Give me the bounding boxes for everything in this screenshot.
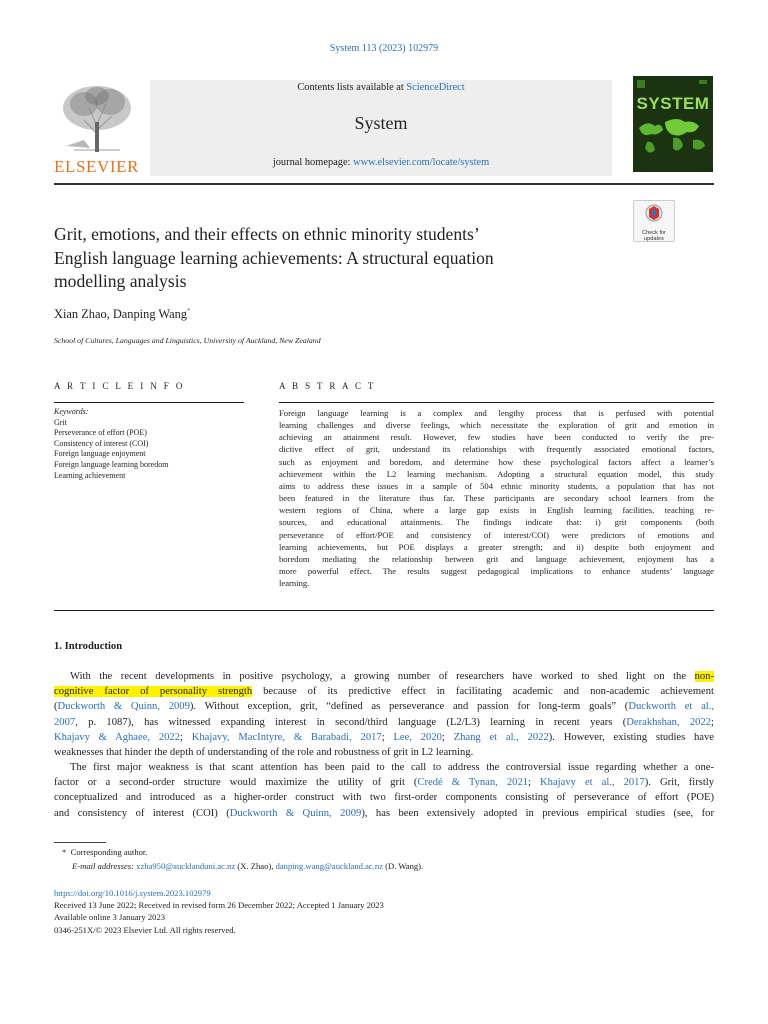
email-link[interactable]: xzha950@aucklanduni.ac.nz (136, 861, 236, 871)
text-line (54, 699, 714, 714)
abstract-line: aims to address these issues in a sample of 504 ethnic minority students, a population that has not (279, 480, 714, 491)
keywords-label: Keywords: (54, 407, 89, 416)
sciencedirect-link[interactable]: ScienceDirect (406, 82, 465, 93)
email-link[interactable]: danping.wang@auckland.ac.nz (275, 861, 383, 871)
citation-link[interactable]: Derakhshan, 2022 (626, 716, 712, 728)
text-line (54, 806, 714, 821)
abstract-line: achieving an attainment result. However, few studies have been conducted to verify the pre- (279, 432, 714, 443)
doi-link[interactable]: https://doi.org/10.1016/j.system.2023.102979 (54, 888, 211, 898)
email-owner: (D. Wang). (382, 861, 424, 871)
text-span: , p. 1087), has witnessed expanding interest in second/third language (L2/L3) learning in recent years ( (75, 716, 627, 728)
available-online: Available online 3 January 2023 (54, 912, 166, 923)
article-info-rule (54, 402, 244, 403)
citation-link[interactable]: Duckworth et al., (628, 701, 715, 713)
text-line: factor or a second-order structure would maximize the utility of grit (Credé & Tynan, 2021; Khajavy et al., 2017). Grit, firstly (54, 777, 715, 789)
citation-link[interactable]: Duckworth & Quinn, 2009 (57, 701, 190, 713)
cover-title: SYSTEM (636, 94, 710, 113)
abstract-line: more powerful effect. The results suggest pedagogical implications to enhance students’ language (279, 566, 714, 577)
contents-line (150, 82, 612, 93)
text-line (54, 669, 714, 684)
article-info-heading: A R T I C L E I N F O (54, 381, 185, 391)
text-span: ; (711, 716, 714, 728)
citation-link[interactable]: Khajavy & Aghaee, 2022 (54, 731, 181, 743)
keywords-block (54, 407, 244, 481)
footnotes (62, 846, 423, 872)
citation-link[interactable]: Khajavy et al., 2017 (540, 777, 645, 789)
email-owner: (X. Zhao), (235, 861, 276, 871)
cover-image (633, 76, 713, 172)
text-span: ). However, existing studies have (548, 731, 715, 743)
contents-prefix: Contents lists available at (297, 82, 404, 93)
journal-citation[interactable]: System 113 (2023) 102979 (329, 43, 439, 54)
copyright: 0346-251X/© 2023 Elsevier Ltd. All rights reserved. (54, 924, 236, 935)
section-heading-introduction: 1. Introduction (54, 641, 123, 652)
abstract-line: learning. (279, 578, 310, 589)
abstract-rule (279, 402, 714, 403)
abstract-line: learning challenges and diverse feelings, which necessitate the exploration of grit and emotion in (279, 420, 714, 431)
abstract-line: perseverance of effort/POE and consistency of interest/COI) were predictors of emotions and (279, 529, 714, 540)
keyword-item: Consistency of interest (COI) (54, 438, 149, 448)
corresponding-mark[interactable]: * (186, 307, 191, 315)
affiliation: School of Cultures, Languages and Linguistics, University of Auckland, New Zealand (54, 336, 321, 345)
header-rule (54, 183, 714, 185)
email-note (72, 860, 423, 872)
text-line: Khajavy & Aghaee, 2022; Khajavy, MacIntyre, & Barabadi, 2017; Lee, 2020; Zhang et al., 2022). However, existing studies have (54, 731, 715, 743)
journal-name: System (354, 113, 408, 133)
highlighted-text: non- (694, 671, 714, 682)
title-line-3: modelling analysis (54, 271, 187, 291)
text-span: factor or a second-order structure would maximize the utility of grit ( (54, 777, 418, 789)
article-footer (54, 887, 384, 936)
text-line: weaknesses that hinder the depth of understanding of the role and robustness of grit in L2 learning. (54, 747, 474, 759)
citation-link[interactable]: Zhang et al., 2022 (453, 731, 549, 743)
footnote-rule (54, 842, 106, 843)
abstract-bottom-rule (54, 610, 714, 611)
keyword-item: Grit (54, 417, 67, 427)
abstract-line: boredom mediating the relationship between grit and language achievement, enjoyment has a (279, 553, 714, 564)
check-updates-line2: updates (644, 236, 664, 243)
abstract-line: dictive effect of grit, understand its relationships with frequently associated emotional factors, (279, 444, 714, 455)
author-names: Xian Zhao, Danping Wang (54, 307, 187, 322)
keyword-item: Perseverance of effort (POE) (54, 428, 147, 438)
check-updates-line1: Check for (642, 230, 666, 236)
title-line-1: Grit, emotions, and their effects on ethnic minority students’ (54, 224, 480, 244)
text-span: ( (54, 701, 58, 713)
elsevier-logo (54, 82, 140, 174)
text-span: and consistency of interest (COI) ( (54, 807, 230, 819)
elsevier-tree-icon (54, 82, 140, 154)
title-line-2: English language learning achievements: A structural equation (54, 247, 494, 268)
elsevier-wordmark: ELSEVIER (54, 157, 140, 176)
article-title (54, 223, 624, 294)
text-line: conceptualized and introduced as a higher-order construct with two first-order components consisting of perseverance of effort (POE) (54, 792, 714, 804)
abstract-line: achievement within the L2 learning mechanism. Adopting a structural equation model, this study (279, 468, 714, 479)
journal-cover[interactable] (633, 76, 713, 172)
authors (54, 307, 190, 322)
text-span: ). Grit, firstly (644, 777, 715, 789)
keyword-item: Foreign language enjoyment (54, 449, 146, 459)
text-line: The first major weakness is that scant attention has been paid to the call to address the controversial issue regarding whether a one- (70, 762, 714, 773)
abstract-line: Foreign language learning is a complex and lengthy process that is perfused with potential (279, 408, 714, 418)
citation-link[interactable]: Lee, 2020 (393, 731, 442, 743)
text-line (54, 715, 714, 730)
keyword-item: Foreign language learning boredom (54, 459, 169, 469)
intro-paragraph-2 (54, 760, 714, 821)
abstract-line: been featured in the literature thus far. These participants are secondary school learners from the (279, 493, 714, 504)
homepage-prefix: journal homepage: (272, 157, 351, 168)
footnote-text: Corresponding author. (70, 847, 148, 857)
abstract-line: sources, and educational attainments. The findings indicate that: i) grit components (both (279, 517, 714, 528)
footnote-mark: * (62, 847, 67, 857)
check-for-updates-badge[interactable] (633, 200, 675, 242)
text-line (54, 684, 714, 699)
text-span: ). Without exception, grit, “defined as perseverance and passion for long-term goals” ( (189, 701, 629, 713)
citation-link[interactable]: Duckworth & Quinn, 2009 (229, 807, 362, 819)
text-span: because of its predictive effect in facilitating academic and non-academic achievement (252, 686, 715, 698)
crossmark-icon (634, 201, 674, 225)
homepage-link[interactable]: www.elsevier.com/locate/system (353, 157, 490, 168)
corresponding-author-note (62, 846, 423, 858)
text-span: With the recent developments in positive psychology, a growing number of researchers have worked to shed light on the (70, 671, 687, 682)
email-label: E-mail addresses: (72, 861, 134, 871)
abstract-body (279, 407, 714, 589)
text-span: ), has been extensively adopted in previous empirical studies (see, for (361, 807, 714, 819)
keyword-item: Learning achievement (54, 470, 126, 480)
homepage-line (150, 157, 612, 168)
abstract-line: western regions of China, where a large gap exists in English learning facilities, teaching re- (279, 505, 714, 516)
received-dates: Received 13 June 2022; Received in revised form 26 December 2022; Accepted 1 January 2023 (54, 900, 384, 911)
highlighted-text: cognitive factor of personality strength (54, 686, 253, 698)
abstract-line: learning achievements, but POE displays a greater strength; and ii) despite both enjoyment and (279, 541, 714, 552)
citation-link[interactable]: Khajavy, MacIntyre, & Barabadi, 2017 (191, 731, 382, 743)
abstract-heading: A B S T R A C T (279, 381, 376, 391)
journal-banner (150, 80, 612, 176)
abstract-line: such as enjoyment and boredom, and determine how these psychological factors affect a learner’s (279, 456, 714, 467)
citation-link[interactable]: Credé & Tynan, 2021 (417, 777, 529, 789)
intro-paragraph-1 (54, 669, 714, 760)
citation-link[interactable]: 2007 (54, 716, 76, 728)
